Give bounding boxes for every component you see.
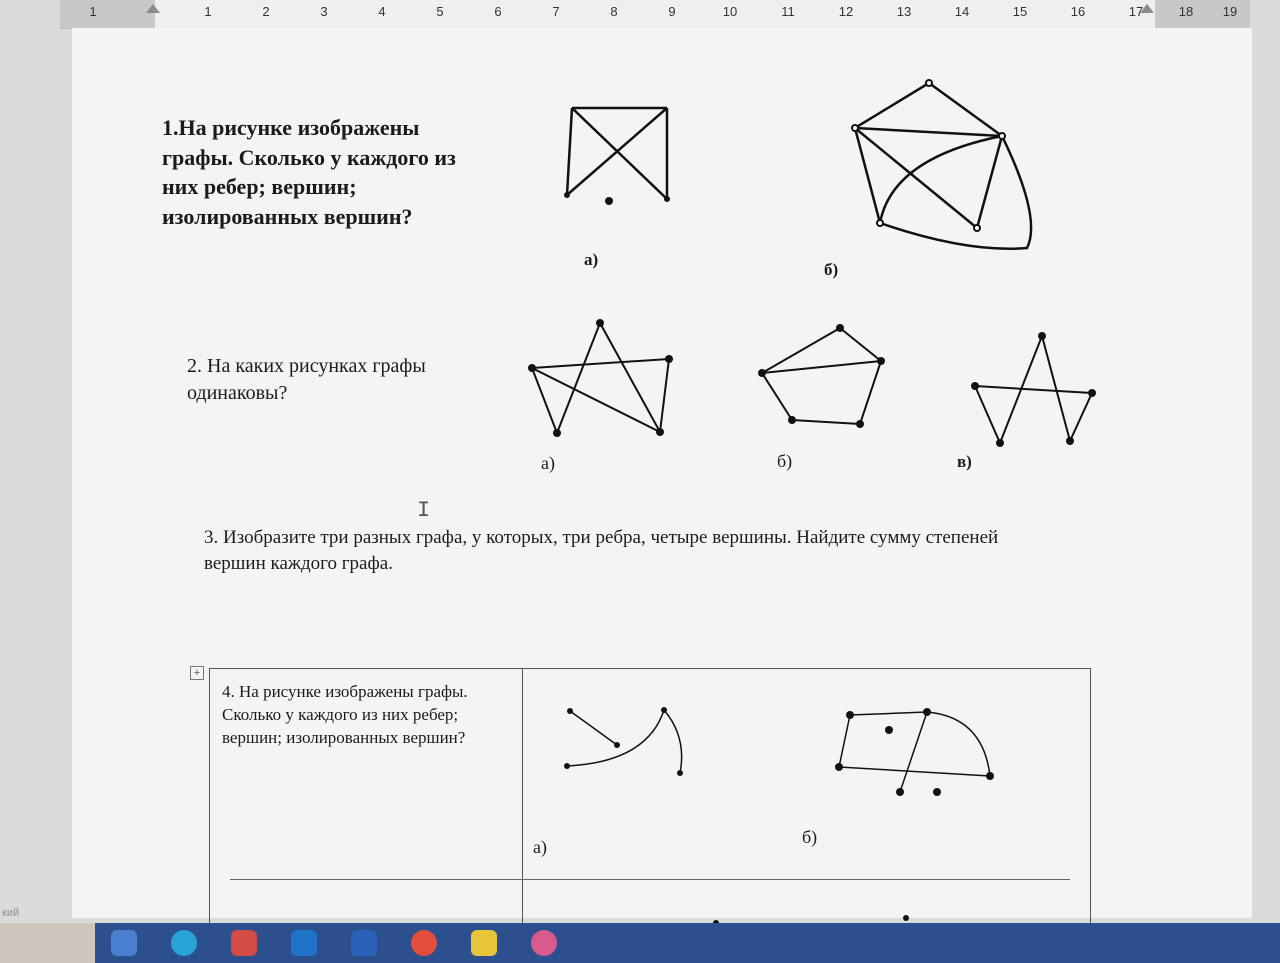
question-1-text: 1.На рисунке изображены графы. Сколько у каждого из них ребер; вершин; изолированных вершин? [162, 115, 456, 230]
taskbar-left-pane [0, 923, 95, 963]
edge-icon[interactable] [171, 930, 197, 956]
left-indent-marker[interactable] [146, 4, 160, 13]
graph-1b-label: б) [824, 260, 839, 279]
ruler-number: 7 [552, 4, 560, 19]
ruler-number: 8 [610, 4, 618, 19]
question-4-table[interactable] [209, 668, 1091, 930]
graph-1a [562, 103, 672, 213]
graph-2a-label: а) [541, 453, 555, 473]
graph-1b [847, 78, 1037, 253]
ruler-number: 14 [954, 4, 970, 19]
ruler-number: 17 [1128, 4, 1144, 19]
ruler-left-margin [60, 0, 155, 28]
yandex-browser-icon[interactable] [411, 930, 437, 956]
graph-4b [833, 712, 1003, 807]
document-page[interactable] [72, 28, 1252, 918]
table-move-handle[interactable]: + [190, 666, 204, 680]
ruler-number: 11 [781, 4, 795, 19]
outlook-icon[interactable] [291, 930, 317, 956]
ruler-number: 1 [204, 4, 212, 19]
graph-1a-label: а) [584, 250, 599, 269]
text-cursor-icon: I [417, 498, 431, 523]
video-app-icon[interactable] [111, 930, 137, 956]
question-4-text: 4. На рисунке изображены графы. Сколько у каждого из них ребер; вершин; изолированных вершин? [222, 682, 468, 747]
ruler-number: 4 [378, 4, 386, 19]
windows-taskbar [0, 923, 1280, 963]
graph-2b-label: б) [777, 451, 793, 471]
flower-app-icon[interactable] [531, 930, 557, 956]
ruler-number: 9 [668, 4, 676, 19]
question-3-text: 3. Изобразите три разных графа, у которых, три ребра, четыре вершины. Найдите сумму степеней вершин каждого графа. [204, 527, 999, 574]
table-row-divider [230, 879, 1070, 880]
ruler-number: 10 [722, 4, 738, 19]
table-column-divider [522, 669, 523, 929]
graph-2v-label: в) [957, 452, 972, 471]
graph-2a [527, 318, 677, 443]
ruler-number: 15 [1012, 4, 1028, 19]
graph-4a [562, 707, 692, 782]
ruler-number: 1 [89, 4, 97, 19]
calendar-app-icon[interactable] [231, 930, 257, 956]
side-text: кий [2, 907, 20, 919]
app-icon[interactable] [471, 930, 497, 956]
ruler-number: 18 [1178, 4, 1194, 19]
graph-4b-label: б) [802, 827, 818, 847]
ruler-number: 3 [320, 4, 328, 19]
graph-2b [757, 323, 887, 428]
ruler-number: 12 [838, 4, 854, 19]
ruler-number: 2 [262, 4, 270, 19]
ruler-number: 5 [436, 4, 444, 19]
graph-2v [970, 331, 1098, 451]
ruler-number: 6 [494, 4, 502, 19]
horizontal-ruler[interactable] [60, 0, 1250, 29]
question-2-text: 2. На каких рисунках графы одинаковы? [187, 355, 426, 404]
ruler-number: 13 [896, 4, 912, 19]
ruler-number: 16 [1070, 4, 1086, 19]
ruler-number: 19 [1222, 4, 1238, 19]
graph-4a-label: а) [533, 837, 547, 857]
word-icon[interactable] [351, 930, 377, 956]
